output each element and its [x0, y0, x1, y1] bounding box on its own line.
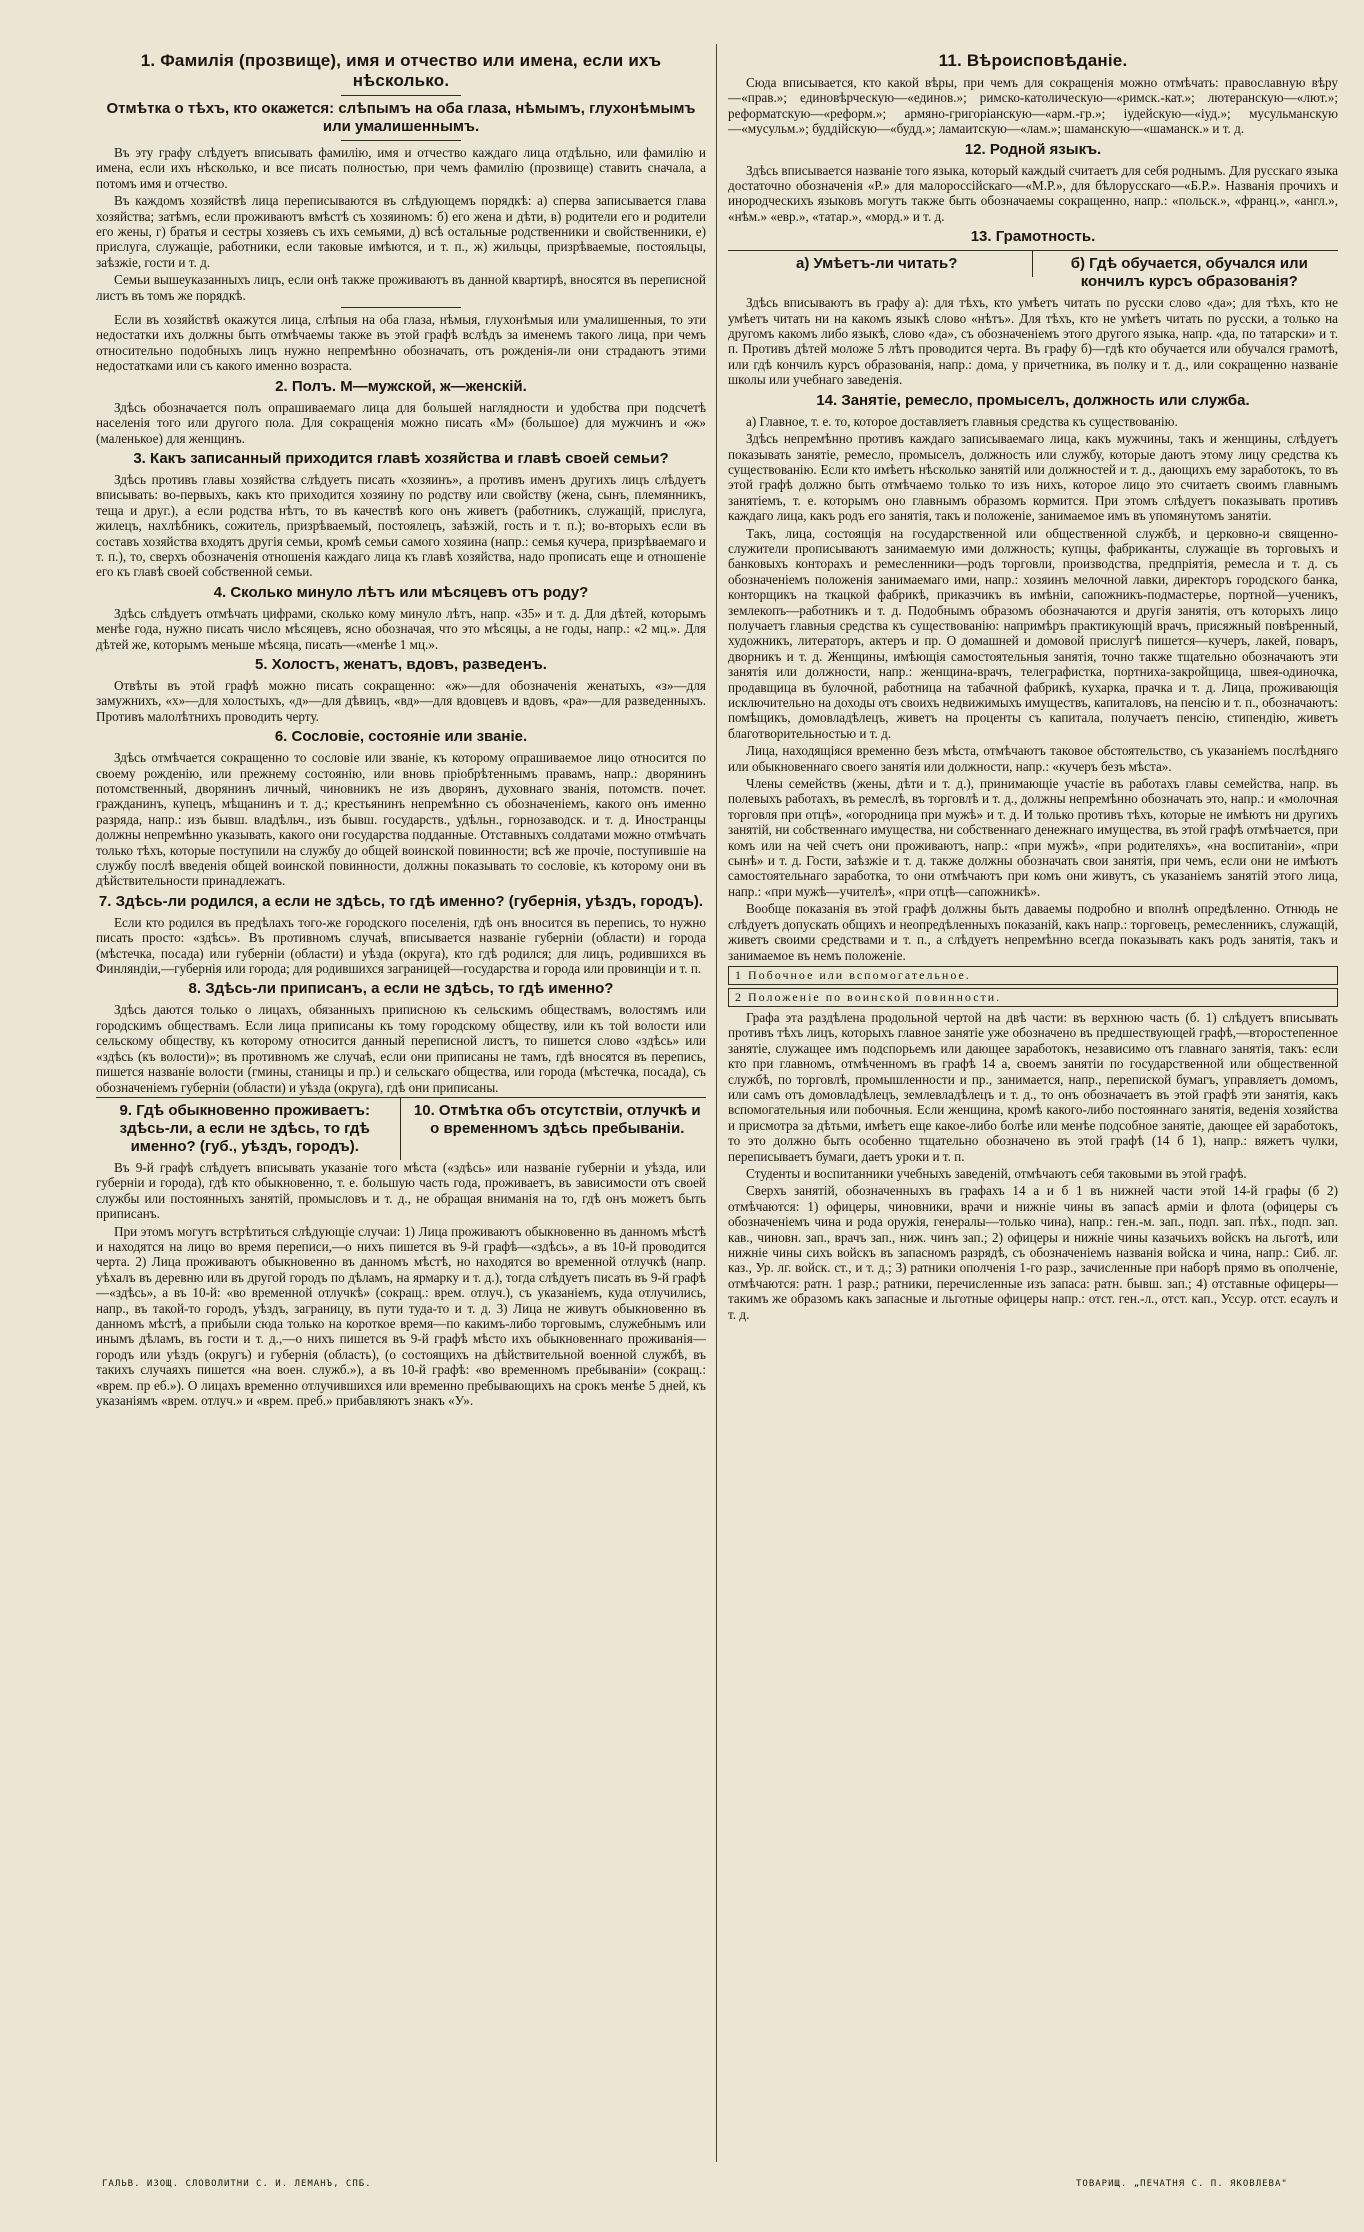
divider: [341, 95, 461, 96]
subsection-box-1: 1 Побочное или вспомогательное.: [728, 966, 1338, 985]
section-7-title: 7. Здѣсь-ли родился, а если не здѣсь, то гдѣ именно? (губернія, уѣздъ, городъ).: [98, 892, 704, 910]
column-divider: [716, 44, 717, 2162]
sections-9-10-header: [96, 1097, 706, 1160]
section-1-subtitle: Отмѣтка о тѣхъ, кто окажется: слѣпымъ на оба глаза, нѣмымъ, глухонѣмымъ или умалишеннымъ.: [106, 100, 696, 135]
section-12-title: 12. Родной языкъ.: [964, 140, 1102, 158]
section-3-title: 3. Какъ записанный приходится главѣ хозяйства и главѣ своей семьи?: [133, 449, 669, 467]
section-13a: а) Умѣетъ-ли читать?: [796, 255, 958, 273]
paragraph: Члены семействъ (жены, дѣти и т. д.), принимающіе участіе въ работахъ главы семейства, напр. въ полевыхъ работахъ, въ ремеслѣ, въ торговлѣ и т. д., должны непремѣнно обозначать это, напр.: и «молочная торговля при отцѣ», «огородница при мужѣ» и т. д. И только противъ тѣхъ, которые не имѣютъ ни другихъ занятій, ни собственнаго имущества, ни собственнаго денежнаго имущества, въ этой графѣ отмѣчается, при комъ или на чей счетъ они проживаютъ, напр.: «при мужѣ», «при родителяхъ», «на воспитаніи», «при сынѣ» и т. д. Гости, заѣзжіе и т. д. также должны обозначать свои занятія, при чемъ, если они не имѣютъ самостоятельнаго заработка, то они отмѣчаютъ при комъ они живутъ, съ указаніемъ занятій этого лица, напр.: «при мужѣ—учителѣ», «при отцѣ—сапожникѣ».: [728, 776, 1338, 899]
paragraph: Здѣсь обозначается полъ опрашиваемаго лица для большей наглядности и удобства при подсчетѣ населенія того или другого пола. Для сокращенія можно писать «М» (большое) для мужчинъ и «ж» (маленькое) для женщинъ.: [96, 399, 706, 446]
paragraph: Здѣсь вписывается названіе того языка, который каждый считаетъ для себя роднымъ. Для русскаго языка достаточно обозначенія «Р.» для малороссійскаго—«М.Р.», для бѣлорусскаго—«Б.Р.». Названія прочихъ и инородческихъ языковъ могутъ также быть обозначаемы сокращенно, напр.: «польск.», «франц.», «англ.», «нѣм.» «евр.», «татар.», «морд.» и т. д.: [728, 162, 1338, 224]
paragraph: Вообще показанія въ этой графѣ должны быть даваемы подробно и вполнѣ опредѣленно. Отнюдь не слѣдуетъ допускать общихъ и неопредѣленныхъ показаній, какъ напр.: торговецъ, ремесленникъ, служащій, живетъ своими средствами и т. п., а слѣдуетъ непремѣнно всегда показывать какъ родъ занятія, такъ и занимаемое въ немъ положеніе.: [728, 901, 1338, 963]
paragraph: Здѣсь слѣдуетъ отмѣчать цифрами, сколько кому минуло лѣтъ, напр. «35» и т. д. Для дѣтей, которымъ менѣе года, нужно писать число мѣсяцевъ, ясно обозначая, что это мѣсяцы, а не годы, напр.: «2 мц.». Для дѣтей же, которымъ меньше мѣсяца, писать—«менѣе 1 мц.».: [96, 605, 706, 652]
paragraph: Отвѣты въ этой графѣ можно писать сокращенно: «ж»—для обозначенія женатыхъ, «з»—для замужнихъ, «х»—для холостыхъ, «д»—для дѣвицъ, «вд»—для вдовцевъ и вдовъ, «ра»—для разведенныхъ. Противъ малолѣтнихъ проводить черту.: [96, 677, 706, 724]
paragraph: Сюда вписывается, кто какой вѣры, при чемъ для сокращенія можно отмѣчать: православную вѣру—«прав.»; единовѣрческую—«единов.»; римско-католическую—«римск.-кат.»; лютеранскую—«лют.»; реформатскую—«реформ.»; армяно-григоріанскую—«арм.-гр.»; іудейскую—«іуд.»; мусульманскую—«мусульм.»; буддійскую—«будд.»; ламаитскую—«лам.»; шаманскую—«шаманск.» и т. д.: [728, 75, 1338, 137]
subsection-box-2: 2 Положеніе по воинской повинности.: [728, 988, 1338, 1007]
paragraph: Здѣсь вписываютъ въ графу а): для тѣхъ, кто умѣетъ читать по русски слово «да»; для тѣхъ, кто не умѣетъ читать ни на какомъ языкѣ слово «нѣтъ». Для тѣхъ, кто не умѣетъ читать по русски, а только на другомъ какомъ либо языкѣ, слово «да», съ обозначеніемъ этого другого языка, напр. «да, по татарски» и т. п. Противъ дѣтей моложе 5 лѣтъ проводится черта. Въ графу б)—гдѣ кто обучается или обучался грамотѣ, или гдѣ кончилъ курсъ образованія, напр.: дома, у причетника, въ полку и т. д., или сокращенно названіе школы или учебнаго заведенія.: [728, 295, 1338, 388]
section-13-subheaders: [728, 250, 1338, 295]
section-6-title: 6. Сословіе, состояніе или званіе.: [274, 728, 528, 746]
section-5-title: 5. Холостъ, женатъ, вдовъ, разведенъ.: [255, 655, 547, 673]
paragraph: Здѣсь противъ главы хозяйства слѣдуетъ писать «хозяинъ», а противъ именъ другихъ лицъ слѣдуетъ вписывать: во-первыхъ, какъ кто приходится хозяину по родству или свойству (жена, сынъ, племянникъ, теща и друг.), а если родства нѣтъ, то въ качествѣ кого онъ живетъ (работникъ, служащій, прислуга, жилецъ, нахлѣбникъ, сожитель, призрѣваемый, постоялецъ, заѣзжій, гость и т. п.); во-вторыхъ если въ составъ хозяйства входятъ другія семьи, кромѣ семьи самого хозяина (напр.: семья кучера, призрѣваемаго и т. п.), то, сверхъ обозначенія отношенія каждаго лица къ главѣ хозяйства, надо прописать еще и отношеніе его къ главѣ своей собственной семьи.: [96, 471, 706, 580]
section-2-title: 2. Полъ. М—мужской, ж—женскій.: [275, 377, 527, 395]
section-9-title: 9. Гдѣ обыкновенно проживаетъ: здѣсь-ли, а если не здѣсь, то гдѣ именно? (губ., уѣздъ, городъ).: [119, 1101, 370, 1155]
paragraph: Если въ хозяйствѣ окажутся лица, слѣпыя на оба глаза, нѣмыя, глухонѣмыя или умалишенныя, то эти недостатки ихъ должны быть отмѣчаемы также въ этой графѣ вслѣдъ за именемъ такого лица, при чемъ относительно подобныхъ лицъ нужно непремѣнно обозначать, отъ рожденія-ли они страдаютъ этими недостатками или съ какого именно возраста.: [96, 312, 706, 374]
divider: [341, 307, 461, 308]
paragraph: Здѣсь отмѣчается сокращенно то сословіе или званіе, къ которому опрашиваемое лицо относится по своему рожденію, или прежнему состоянію, или вновь пріобрѣтеннымъ правамъ, напр.: дворянинъ потомственный, дворянинъ личный, чиновникъ не изъ дворянъ, духовнаго званія, потомств. почет. гражданинъ, купецъ, мѣщанинъ и т. д.; крестьянинъ непремѣнно съ обозначеніемъ, какого онъ именно разряда, напр.: изъ бывш. владѣльч., изъ бывш. государств., удѣльн., горнозаводск. и т. д. Иностранцы должны непремѣнно указывать, какого они государства подданные. Отставныхъ солдатами можно отмѣчать только тѣхъ, которые поступили на службу до общей воинской повинности; всѣ же прочіе, поступившіе на службу послѣ введенія общей воинской повинности, должны показывать то сословіе, къ которому они въ дѣйствительности принадлежатъ.: [96, 750, 706, 889]
printer-imprint-left: ГАЛЬВ. ИЗОЩ. СЛОВОЛИТНИ С. И. ЛЕМАНЪ, СПБ.: [102, 2179, 372, 2189]
paragraph: Семьи вышеуказанныхъ лицъ, если онѣ также проживаютъ въ данной квартирѣ, вносятся въ переписной листъ въ томъ же порядкѣ.: [96, 272, 706, 303]
paragraph: Студенты и воспитанники учебныхъ заведеній, отмѣчаютъ себя таковыми въ этой графѣ.: [746, 1165, 1247, 1181]
section-13b: б) Гдѣ обучается, обучался или кончилъ курсъ образованія?: [1070, 255, 1308, 291]
paragraph: Здѣсь даются только о лицахъ, обязанныхъ приписною къ сельскимъ обществамъ, волостямъ или городскимъ обществамъ. Если лица приписаны къ тому городскому обществу, или къ той волости или сельскому обществу, къ которому относится данный переписной листъ, то пишется слово «здѣсь» или «здѣсь (къ волости)»; въ противномъ же случаѣ, если они приписаны не тамъ, гдѣ вносятся въ перепись, пишется названіе волости (гмины, станицы и пр.) и сельскаго общества, или города (мѣстечка, посада), съ обозначеніемъ губерніи (области) и уѣзда (округа), гдѣ они приписаны.: [96, 1002, 706, 1095]
paragraph: Если кто родился въ предѣлахъ того-же городского поселенія, гдѣ онъ вносится въ перепись, то нужно писать просто: «здѣсь». Въ противномъ случаѣ, вписывается названіе губерніи (области) и города (мѣстечка, посада) или губерніи (области) и уѣзда (округа), кто гдѣ родился; для лицъ, родившихся въ Финляндіи,—губернія или города; для родившихся заграницей—государства и города или провинціи и т. п.: [96, 914, 706, 977]
paragraph: Такъ, лица, состоящія на государственной или общественной службѣ, и церковно-и священно-служители прописываютъ занимаемую ими должность; купцы, фабриканты, служащіе въ торговыхъ и банковыхъ конторахъ и ремесленники—родъ торговли, производства, предпріятія, ремесла и т. д. съ обозначеніемъ положенія занимаемаго ими, напр.: хозяинъ мелочной лавки, директоръ городского банка, конторщикъ на ткацкой фабрикѣ, приказчикъ въ имѣніи, сапожникъ-подмастерье, портной—ученикъ, землекопъ—работникъ и т. д. Подобнымъ образомъ обозначаются и другія занятія, отъ которыхъ лицо получаетъ главныя средства къ существованію: напримѣръ практикующій врачъ, присяжный повѣренный, художникъ, литераторъ, актеръ и пр. О домашней и домовой прислугѣ пишется—кучеръ, лакей, поваръ, дворникъ и т. д. Женщины, имѣющія самостоятельныя занятія, точно также тщательно обозначаютъ эти занятія или должности, напр.: женщина-врачъ, телеграфистка, портниха-закройщица, швея-одиночка, продавщица въ булочной, работница на табачной фабрикѣ, кухарка, прачка и т. д. Лица, проживающія исключительно на доходы отъ своихъ недвижимыхъ имуществъ, капиталовъ, на пенсію и т. п., обозначаютъ: помѣщикъ, домовладѣлецъ, живетъ на проценты съ капитала, получаетъ пенсію, стипендію, живетъ благотворительностью и т. д.: [728, 525, 1338, 741]
paragraph: При этомъ могутъ встрѣтиться слѣдующіе случаи: 1) Лица проживаютъ обыкновенно въ данномъ мѣстѣ и находятся на лицо во время переписи,—о нихъ пишется въ 9-й графѣ—«здѣсь», а въ 10-й проводится черта. 2) Лица проживаютъ обыкновенно въ данномъ мѣстѣ, но находятся во временной отлучкѣ (напр. уѣхалъ въ деревню или въ другой городъ по дѣламъ, на ярмарку и т. д.), тогда слѣдуетъ писать въ 9-й графѣ—«здѣсь», а въ 10-й: «во временной отлучкѣ» (сокращ.: врем. отлуч.), съ указаніемъ, куда отлучились, напр., въ такой-то городъ, уѣздъ, заграницу, въ пути туда-то и т. д. 3) Лица не живутъ обыкновенно въ данномъ мѣстѣ, а прибыли сюда только на короткое время—по какимъ-либо торговымъ, служебнымъ или инымъ дѣламъ, въ гости и т. д.,—о нихъ пишется въ 9-й графѣ мѣсто ихъ обыкновеннаго проживанія—городъ или уѣздъ (округъ) и губернія (область), (о состоящихъ на дѣйствительной военной службѣ, въ такихъ случаяхъ пишется «на воен. служб.»), а въ 10-й графѣ: «во временномъ пребываніи» (сокращ.: «врем. пр еб.»). О лицахъ временно отлучившихся или временно пребывающихъ на срокъ менѣе 5 дней, къ указаніямъ «врем. отлуч.» и «врем. преб.» прибавляютъ знакъ «У».: [96, 1223, 706, 1408]
printer-imprint-right: ТОВАРИЩ. „ПЕЧАТНЯ С. П. ЯКОВЛЕВА": [1076, 2179, 1288, 2189]
section-14-title: 14. Занятіе, ремесло, промыселъ, должность или служба.: [816, 391, 1250, 409]
divider: [341, 140, 461, 141]
paragraph: Здѣсь непремѣнно противъ каждаго записываемаго лица, какъ мужчины, такъ и женщины, слѣдуетъ показывать занятіе, ремесло, промыселъ, должность или службу, которые даютъ этому лицу средства къ существованію. Если кто имѣетъ нѣсколько занятій или должностей и т. д., дающихъ ему заработокъ, то въ этой графѣ должно быть отмѣчаемо только то изъ нихъ, которое лицо это считаетъ своимъ главнымъ занятіемъ, т. е. которымъ оно главнымъ образомъ кормится. При этомъ слѣдуетъ показывать противъ каждаго лица, какъ родъ его занятія, такъ и положеніе, занимаемое имъ въ упомянутомъ занятіи.: [728, 431, 1338, 524]
section-10-title: 10. Отмѣтка объ отсутствіи, отлучкѣ и о временномъ здѣсь пребываніи.: [413, 1101, 701, 1137]
paragraph: Въ каждомъ хозяйствѣ лица переписываются въ слѣдующемъ порядкѣ: а) сперва записывается глава хозяйства; затѣмъ, если проживаютъ вмѣстѣ съ хозяиномъ: б) его жена и дѣти, в) родители его и родители его жены, г) братья и сестры хозяевъ съ ихъ семьями, д) всѣ остальные родственники и свойственники, е) прислуга, служащіе, работники, если таковые имѣются, и т. п., ж) жильцы, призрѣваемые, постояльцы, заѣзжіе, гости и т. д.: [96, 193, 706, 270]
paragraph: Сверхъ занятій, обозначенныхъ въ графахъ 14 а и б 1 въ нижней части этой 14-й графы (б 2) отмѣчаются: 1) офицеры, чиновники, врачи и нижніе чины въ запасѣ арміи и флота (офицеры съ обозначеніемъ чина и рода оружія, генералы—только чина), напр.: ген.-м. зап., подп. зап. пѣх., подп. зап. кав., чиновн. зап., врачъ зап., ниж. чинъ зап.; 2) офицеры и нижніе чины казачьихъ войскъ на льготѣ, или нижніе чины сихъ войскъ въ запасномъ разрядѣ, съ обозначеніемъ названія войска и чина, напр.: Сиб. лг. каз., Ур. лг. войск. ст., и т. д.; 3) ратники ополченія 1-го разр., зачисленные при наборѣ прямо въ ополченіе, отмѣчаются: ратн. 1 разр.; ратники, перечисленные изъ запаса: ратн. бывш. зап.; 4) отставные офицеры—такимъ же образомъ какъ запасные и льготные офицеры напр.: отст. ген.-л., отст. кап., Уссур. отст. есаулъ и т. д.: [728, 1183, 1338, 1322]
left-column: [96, 48, 706, 2162]
section-8-title: 8. Здѣсь-ли приписанъ, а если не здѣсь, то гдѣ именно?: [188, 980, 614, 998]
section-11-title: 11. Вѣроисповѣданіе.: [938, 51, 1128, 70]
section-13-title: 13. Грамотность.: [970, 228, 1096, 246]
paragraph: Въ 9-й графѣ слѣдуетъ вписывать указаніе того мѣста («здѣсь» или названіе губерніи и уѣзда, или губерніи и города), гдѣ кто обыкновенно, т. е. большую часть года, проживаетъ, въ зависимости отъ своей службы или постоянныхъ занятій, промысловъ и т. д., не обращая вниманія на то, гдѣ онъ можетъ быть приписанъ.: [96, 1159, 706, 1222]
section-14a: а) Главное, т. е. то, которое доставляетъ главныя средства къ существованію.: [746, 413, 1178, 429]
paragraph: Графа эта раздѣлена продольной чертой на двѣ части: въ верхнюю часть (б. 1) слѣдуетъ вписывать противъ тѣхъ лицъ, которыхъ главное занятіе уже обозначено въ предшествующей графѣ,—второстепенное занятіе, служащее имъ подспорьемъ или дающее заработокъ, независимо отъ главнаго занятія, такъ: если кто при главномъ, отмѣченномъ въ графѣ 14 а, своемъ занятіи по государственной или общественной службѣ, по торговлѣ, промышленности и пр., занимается, напр., перепиской бумагъ, управляетъ домомъ, или самъ отъ домовладѣлецъ, землевладѣлецъ и т. д., то онъ обозначаетъ въ этой графѣ эти занятія, какъ вспомогательныя или побочныя. Если женщина, кромѣ какого-либо постояннаго занятія, веденія хозяйства и присмотра за дѣтьми, имѣетъ еще какое-либо болѣе или менѣе подсобное занятіе, дающее ей заработокъ, то это должно быть особенно тщательно обозначено въ этой графѣ (14 б 1), напр.: вяжетъ чулки, переписываетъ бумаги, даетъ уроки и т. п.: [728, 1009, 1338, 1164]
section-4-title: 4. Сколько минуло лѣтъ или мѣсяцевъ отъ роду?: [213, 583, 589, 601]
paragraph: Лица, находящіяся временно безъ мѣста, отмѣчаютъ таковое обстоятельство, съ указаніемъ послѣдняго или обыкновеннаго своего занятія или должности, напр.: «кучеръ безъ мѣста».: [728, 743, 1338, 774]
paragraph: Въ эту графу слѣдуетъ вписывать фамилію, имя и отчество каждаго лица отдѣльно, или фамилію и имена, если ихъ нѣсколько, и все писать полностью, при чемъ фамилію (прозвище) ставить сначала, а потомъ имя и отчество.: [96, 145, 706, 191]
section-1-title: 1. Фамилія (прозвище), имя и отчество или имена, если ихъ нѣсколько.: [140, 51, 662, 90]
right-column: [728, 48, 1338, 2162]
